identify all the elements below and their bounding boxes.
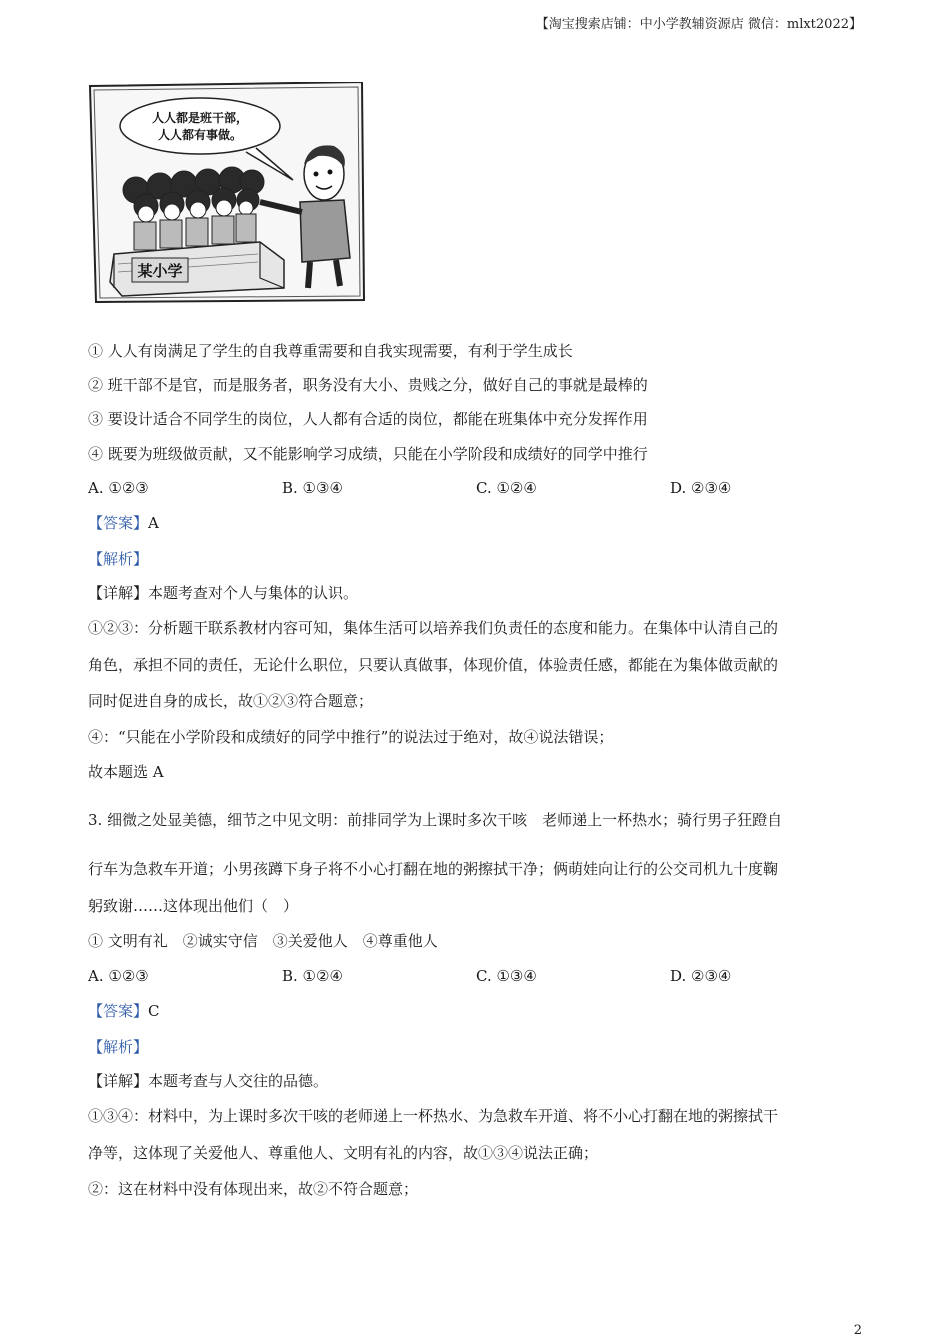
q3-analysis-label: 【解析】 [88,1038,149,1056]
q2-conclusion: 故本题选 A [88,763,164,781]
q2-answer [88,513,159,533]
detail-intro: 本题考查与人交往的品德。 [148,1072,329,1090]
q2-analysis-label: 【解析】 [88,550,149,568]
q2-option-c: C. ①②④ [476,479,537,497]
q3-explain-2: 净等，这体现了关爱他人、尊重他人、文明有礼的内容，故①③④说法正确； [88,1144,599,1162]
q3-option-b: B. ①②④ [282,967,343,985]
answer-value: C [148,1002,160,1020]
q3-option-a: A. ①②③ [88,967,149,985]
q2-explain-1: ①②③：分析题干联系教材内容可知，集体生活可以培养我们负责任的态度和能力。在集体中认清自己的 [88,619,779,637]
q2-explain-3: 同时促进自身的成长，故①②③符合题意； [88,692,374,710]
q2-statement-1: ① 人人有岗满足了学生的自我尊重需要和自我实现需要，有利于学生成长 [88,342,573,360]
detail-label: 【详解】 [88,584,149,602]
bubble-line-2: 人人都有事做。 [157,128,243,142]
q3-option-d: D. ②③④ [670,967,732,985]
q2-option-d: D. ②③④ [670,479,732,497]
q3-stem-3: 躬致谢……这体现出他们（ ） [88,897,299,915]
q3-explain-1: ①③④：材料中，为上课时多次干咳的老师递上一杯热水、为急救车开道、将不小心打翻在地的粥擦拭干 [88,1107,779,1125]
q2-option-a: A. ①②③ [88,479,149,497]
q3-detail [88,1071,328,1091]
page-number: 2 [853,1323,862,1338]
answer-value: A [148,514,159,532]
q2-explain-2: 角色，承担不同的责任，无论什么职位，只要认真做事，体现价值，体验责任感，都能在为集体做贡献的 [88,656,779,674]
detail-intro: 本题考查对个人与集体的认识。 [148,584,359,602]
book-label: 某小学 [137,262,183,280]
q2-option-b: B. ①③④ [282,479,343,497]
cartoon-illustration [88,82,366,304]
q3-stem-1: 3. 细微之处显美德，细节之中见文明：前排同学为上课时多次干咳 老师递上一杯热水；骑行男子狂蹬自 [88,811,783,829]
q3-answer [88,1001,160,1021]
q3-explain-3: ②：这在材料中没有体现出来，故②不符合题意； [88,1180,419,1198]
q2-statement-2: ② 班干部不是官，而是服务者，职务没有大小、贵贱之分，做好自己的事就是最棒的 [88,376,648,394]
q2-explain-4: ④：“只能在小学阶段和成绩好的同学中推行”的说法过于绝对，故④说法错误； [88,728,614,746]
detail-label: 【详解】 [88,1072,149,1090]
q2-statement-3: ③ 要设计适合不同学生的岗位，人人都有合适的岗位，都能在班集体中充分发挥作用 [88,410,648,428]
q3-option-c: C. ①③④ [476,967,537,985]
q3-stem-2: 行车为急救车开道；小男孩蹲下身子将不小心打翻在地的粥擦拭干净；俩萌娃向让行的公交司机九十度鞠 [88,860,779,878]
answer-label: 【答案】 [88,514,149,532]
q2-detail [88,583,358,603]
q3-statements: ① 文明有礼 ②诚实守信 ③关爱他人 ④尊重他人 [88,932,438,950]
answer-label: 【答案】 [88,1002,149,1020]
bubble-line-1: 人人都是班干部， [151,111,249,125]
q2-statement-4: ④ 既要为班级做贡献，又不能影响学习成绩，只能在小学阶段和成绩好的同学中推行 [88,445,648,463]
page-header: 【淘宝搜索店铺：中小学教辅资源店 微信：mlxt2022】 [535,17,862,32]
